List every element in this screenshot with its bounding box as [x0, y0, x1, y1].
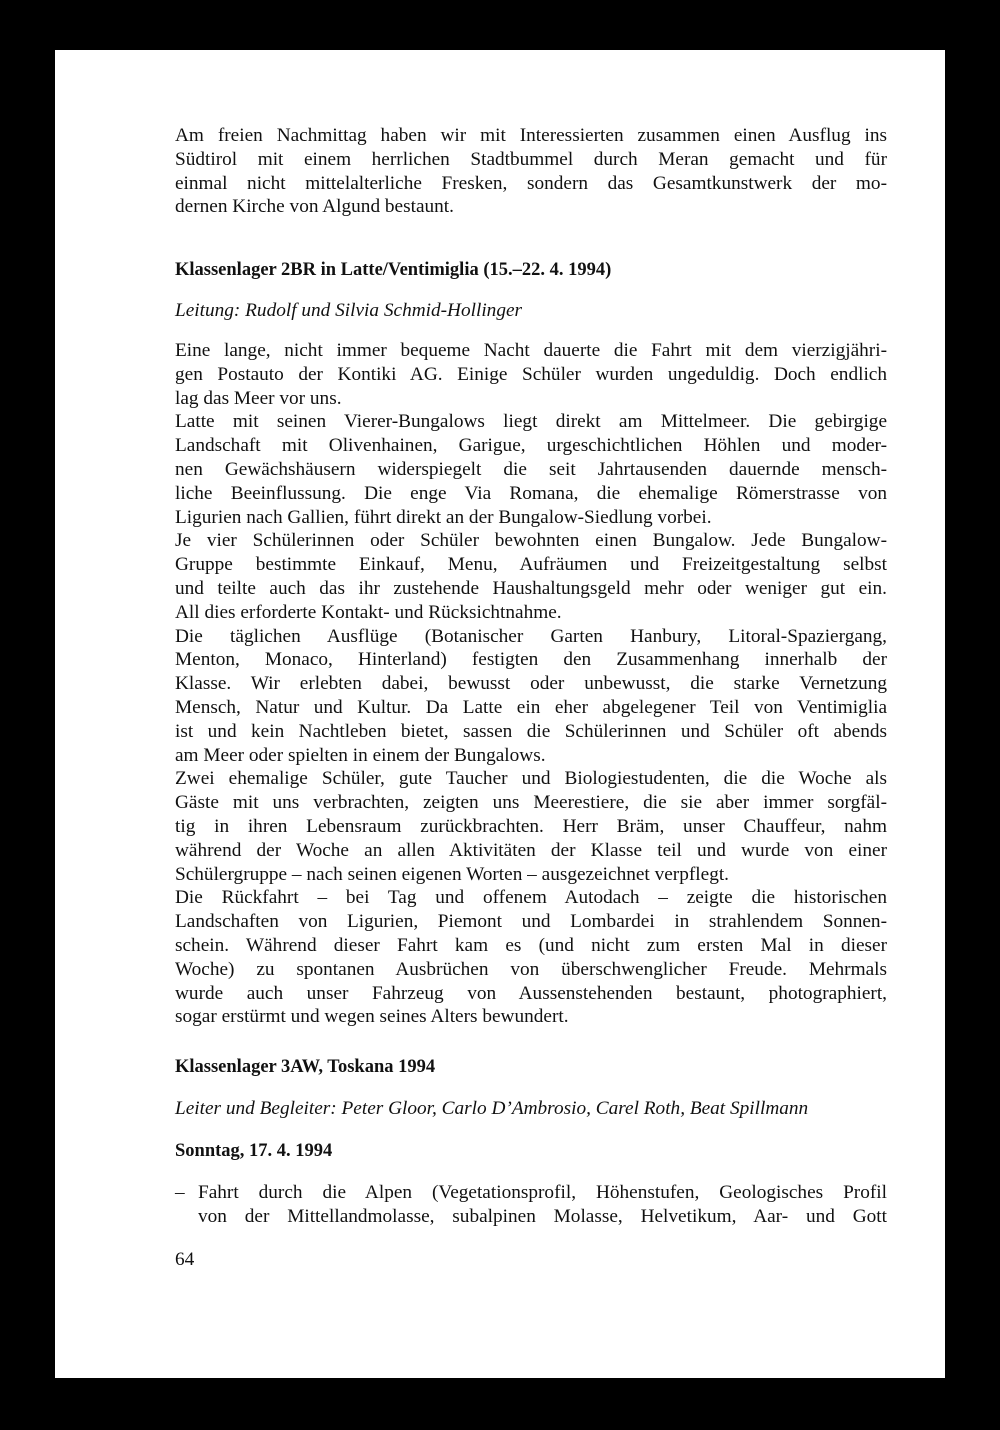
text-line: Fahrt durch die Alpen (Vegetationsprofil, Höhenstufen, Geologisches Profil	[198, 1182, 887, 1203]
text-line: nen Gewächshäusern widerspiegelt die seit Jahrtausenden dauernde mensch-	[175, 458, 887, 480]
text-line: Die täglichen Ausflüge (Botanischer Garten Hanbury, Litoral-Spaziergang,	[175, 625, 887, 647]
section-leitung: Leitung: Rudolf und Silvia Schmid-Hollinger	[175, 300, 523, 321]
text-line: und teilte auch das ihr zustehende Haushaltungsgeld mehr oder weniger gut ein.	[175, 577, 887, 599]
section-heading-3aw: Klassenlager 3AW, Toskana 1994	[175, 1057, 436, 1077]
text-line: Gruppe bestimmte Einkauf, Menu, Aufräumen und Freizeitgestaltung selbst	[175, 554, 887, 576]
text-line: einmal nicht mittelalterliche Fresken, sondern das Gesamtkunstwerk der mo-	[175, 172, 887, 194]
text-line: Landschaften von Ligurien, Piemont und Lombardei in strahlendem Sonnen-	[175, 911, 887, 933]
text-line: All dies erforderte Kontakt- und Rücksichtnahme.	[175, 601, 562, 623]
text-line: Gäste mit uns verbrachten, zeigten uns Meerestiere, die sie aber immer sorgfäl-	[175, 792, 887, 814]
text-line: Südtirol mit einem herrlichen Stadtbummel durch Meran gemacht und für	[175, 148, 887, 170]
text-line: Am freien Nachmittag haben wir mit Interessierten zusammen einen Ausflug ins	[175, 125, 887, 146]
text-line: schein. Während dieser Fahrt kam es (und nicht zum ersten Mal in dieser	[175, 934, 887, 956]
text-line: wurde auch unser Fahrzeug von Aussenstehenden bestaunt, photographiert,	[175, 982, 887, 1004]
text-line: ist und kein Nachtleben bietet, sassen die Schülerinnen und Schüler oft abends	[175, 720, 887, 742]
document-page	[55, 50, 945, 1378]
text-line: während der Woche an allen Aktivitäten der Klasse teil und wurde von einer	[175, 839, 887, 861]
text-line: dernen Kirche von Algund bestaunt.	[175, 196, 454, 218]
day-heading: Sonntag, 17. 4. 1994	[175, 1141, 333, 1161]
text-line: lag das Meer vor uns.	[175, 387, 342, 409]
bullet-dash: –	[175, 1182, 185, 1203]
text-line: Je vier Schülerinnen oder Schüler bewohnten einen Bungalow. Jede Bungalow-	[175, 530, 887, 552]
text-line: Mensch, Natur und Kultur. Da Latte ein eher abgelegener Teil von Ventimiglia	[175, 696, 887, 718]
text-line: Ligurien nach Gallien, führt direkt an der Bungalow-Siedlung vorbei.	[175, 506, 712, 528]
text-line: gen Postauto der Kontiki AG. Einige Schüler wurden ungeduldig. Doch endlich	[175, 363, 887, 385]
text-line: Menton, Monaco, Hinterland) festigten den Zusammenhang innerhalb der	[175, 649, 887, 671]
section-leiter: Leiter und Begleiter: Peter Gloor, Carlo D’Ambrosio, Carel Roth, Beat Spillmann	[175, 1098, 809, 1119]
text-line: Die Rückfahrt – bei Tag und offenem Autodach – zeigte die historischen	[175, 887, 887, 909]
intro-paragraph	[175, 124, 887, 219]
text-line: von der Mittellandmolasse, subalpinen Molasse, Helvetikum, Aar- und Gott	[198, 1205, 887, 1227]
section-body-2br	[175, 339, 887, 1029]
text-line: Eine lange, nicht immer bequeme Nacht dauerte die Fahrt mit dem vierzigjähri-	[175, 340, 887, 361]
bullet-item	[175, 1181, 887, 1229]
text-line: liche Beeinflussung. Die enge Via Romana, die ehemalige Römerstrasse von	[175, 482, 887, 504]
text-line: Schülergruppe – nach seinen eigenen Worten – ausgezeichnet verpflegt.	[175, 863, 730, 885]
text-line: Landschaft mit Olivenhainen, Garigue, urgeschichtlichen Höhlen und moder-	[175, 435, 887, 457]
text-line: Klasse. Wir erlebten dabei, bewusst oder unbewusst, die starke Vernetzung	[175, 673, 887, 695]
text-line: tig in ihren Lebensraum zurückbrachten. Herr Bräm, unser Chauffeur, nahm	[175, 815, 887, 837]
text-line: sogar erstürmt und wegen seines Alters bewundert.	[175, 1006, 569, 1028]
text-line: Zwei ehemalige Schüler, gute Taucher und Biologiestudenten, die die Woche als	[175, 768, 887, 790]
text-line: Woche) zu spontanen Ausbrüchen von überschwenglicher Freude. Mehrmals	[175, 958, 887, 980]
text-line: Latte mit seinen Vierer-Bungalows liegt direkt am Mittelmeer. Die gebirgige	[175, 411, 887, 433]
text-line: am Meer oder spielten in einem der Bungalows.	[175, 744, 546, 766]
page-number: 64	[175, 1249, 195, 1270]
section-heading-2br: Klassenlager 2BR in Latte/Ventimiglia (15.–22. 4. 1994)	[175, 260, 612, 280]
